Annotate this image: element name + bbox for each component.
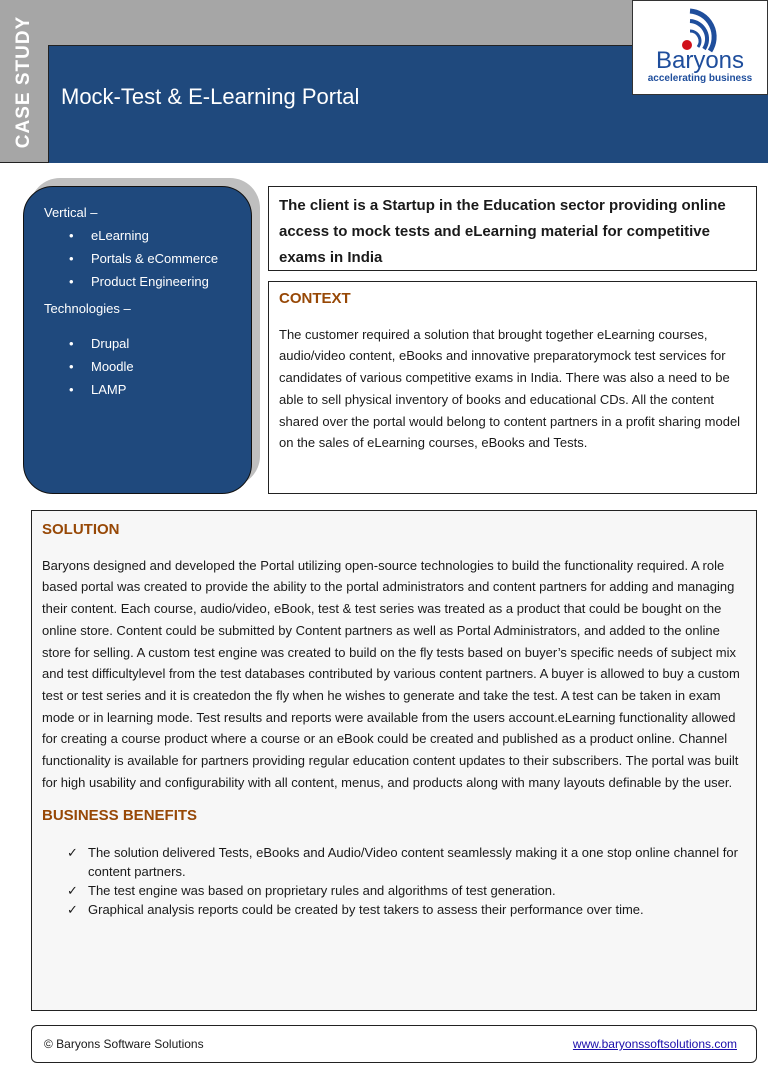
list-item: • Portals & eCommerce [69,247,251,270]
baryons-logo [632,0,768,95]
verticals-panel [23,186,252,494]
list-item: • eLearning [69,224,251,247]
technologies-label: Technologies – [44,301,131,316]
client-summary: The client is a Startup in the Education sector providing online access to mock tests and eLearning material for competitive exams in India [268,186,757,271]
context-text: The customer required a solution that brought together eLearning courses, audio/video content, eBooks and innovative preparatorymock test services for candidates of various competitive exams in India. There was also a need to be able to sell physical inventory of books and educational CDs. All the content shared over the portal would belong to content partners in a profit sharing model on the sales of eLearning courses, eBooks and Tests. [279,326,741,451]
solution-text: Baryons designed and developed the Portal utilizing open-source technologies to build the functionality required. A role based portal was created to provide the ability to the portal administrators and content partners for adding and managing their content. Each course, audio/video, eBook, test & test series was treated as a product that could be bought on the online store. Content could be submitted by Content partners as well as Portal Administrators, and added to the online store for selling. A custom test engine was created to build on the fly tests based on buyer’s specific needs of subject mix and test difficultylevel from the test databases contributed by various content partners. A buyer is allowed to buy a custom test or test series and it is createdon the fly when he wishes to generate and take the test. A test can be taken in exam mode or in learning mode. Test results and reports were available from the users account.eLearning functionality allowed for creating a course product where a course or an eBook could be created and published as a product online. Channel functionality is available for partners providing regular education content updates to their subscribers. The portal was built for high usability and configurability with all content, menus, and products along with many layouts definable by the user. [42,557,740,790]
solution-heading: SOLUTION [42,521,120,538]
benefits-heading: BUSINESS BENEFITS [42,807,198,825]
list-item: • Product Engineering [69,270,251,293]
logo-tagline: accelerating business [647,73,753,84]
solution-section [31,510,757,1011]
benefits-list [67,843,746,919]
page-title: Mock-Test & E-Learning Portal [61,84,360,109]
logo-waves-icon [670,5,730,53]
list-item: • Moodle [69,355,251,378]
footer [31,1025,757,1063]
context-section [268,281,757,494]
verticals-list [69,224,251,293]
list-item: ✓ The test engine was based on proprietary rules and algorithms of test generation. [67,881,746,900]
technologies-list [69,332,251,401]
list-item: ✓ Graphical analysis reports could be created by test takers to assess their performance over time. [67,900,746,919]
case-study-text: CASE STUDY [13,15,34,148]
case-study-label [0,0,48,163]
list-item: • Drupal [69,332,251,355]
logo-name: Baryons [655,47,745,74]
list-item: ✓ The solution delivered Tests, eBooks and Audio/Video content seamlessly making it a one stop online channel for content partners. [67,843,746,881]
copyright-text: © Baryons Software Solutions [44,1037,204,1051]
website-link[interactable]: www.baryonssoftsolutions.com [572,1037,737,1051]
list-item: • LAMP [69,378,251,401]
context-heading: CONTEXT [279,290,351,307]
vertical-label: Vertical – [44,205,98,220]
